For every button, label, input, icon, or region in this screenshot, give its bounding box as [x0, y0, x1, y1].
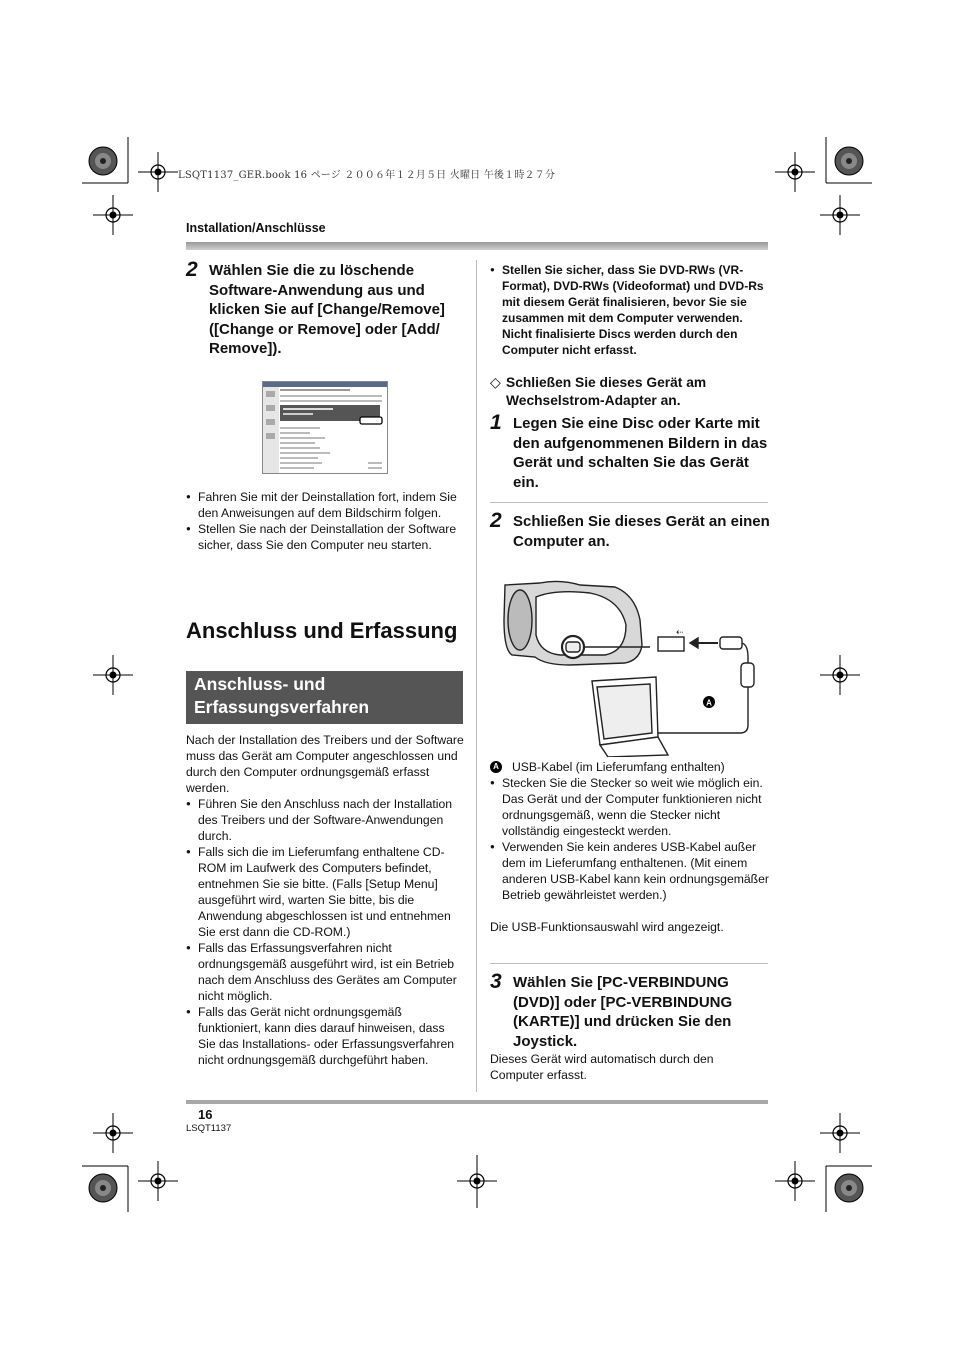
prerequisite-text: Schließen Sie dieses Gerät am Wechselstrom-Adapter an. — [506, 375, 707, 408]
file-header: LSQT1137_GER.book 16 ページ ２００６年１２月５日 火曜日 午後１時２７分 — [178, 170, 556, 181]
list-item: ● Stellen Sie sicher, dass Sie DVD-RWs (VR-Format), DVD-RWs (Videoformat) und DVD-Rs mit diesem Gerät finalisieren, bevor Sie sie zusammen mit dem Computer verwenden. Nicht finalisierte Discs werden durch den Computer nicht erfasst. — [490, 262, 768, 358]
divider — [490, 502, 768, 503]
right-step3-number: 3 — [490, 970, 502, 993]
final-paragraph: Dieses Gerät wird automatisch durch den Computer erfasst. — [490, 1052, 714, 1082]
usb-note: Die USB-Funktionsauswahl wird angezeigt. — [490, 920, 724, 934]
list-item: ● Fahren Sie mit der Deinstallation fort, indem Sie den Anweisungen auf dem Bildschirm folgen. — [186, 489, 464, 521]
callout-a-marker: A — [706, 698, 712, 708]
divider — [490, 963, 768, 964]
page-number: 16 — [198, 1107, 213, 1122]
banner-line-1: Anschluss- und — [194, 674, 326, 694]
right-step2-text: Schließen Sie dieses Gerät an einen Computer an. — [513, 513, 770, 550]
right-step2-number: 2 — [490, 509, 502, 532]
camera-usb-connection-illustration — [500, 575, 768, 757]
add-remove-programs-screenshot — [262, 381, 388, 474]
svg-text:⇠: ⇠ — [676, 628, 684, 638]
column-separator — [476, 260, 477, 1092]
callout-a-text: USB-Kabel (im Lieferumfang enthalten) — [512, 760, 725, 774]
right-step1-number: 1 — [490, 411, 502, 434]
intro-paragraph: Nach der Installation des Treibers und der Software muss das Gerät am Computer angeschlossen und durch den Computer ordnungsgemäß erfasst werden. — [186, 733, 464, 795]
list-item: ● Falls das Gerät nicht ordnungsgemäß funktioniert, kann dies darauf hinweisen, dass Sie das Installations- oder Erfassungsverfahren nicht ordnungsgemäß durchgeführt haben. — [186, 1004, 464, 1068]
left-step2-text: Wählen Sie die zu löschende Software-Anwendung aus und klicken Sie auf [Change/Remove] ([Change or Remove] oder [Add/ Remove]). — [209, 262, 445, 357]
section-title: Installation/Anschlüsse — [186, 221, 326, 235]
page-heading: Anschluss und Erfassung — [186, 618, 458, 643]
bottom-rule — [186, 1100, 768, 1104]
banner-line-2: Erfassungsverfahren — [194, 697, 370, 717]
left-step2-number: 2 — [186, 258, 198, 281]
list-item: ● Stellen Sie nach der Deinstallation der Software sicher, dass Sie den Computer neu starten. — [186, 521, 464, 553]
list-item: ● Falls sich die im Lieferumfang enthaltene CD-ROM im Laufwerk des Computers befindet, entnehmen Sie sie bitte. (Falls [Setup Menu] ausgeführt wird, warten Sie bitte, bis die Anwendung abgeschlossen ist und entnehmen Sie erst dann die CD-ROM.) — [186, 844, 464, 940]
page-code: LSQT1137 — [186, 1123, 232, 1134]
list-item: ● Stecken Sie die Stecker so weit wie möglich ein. Das Gerät und der Computer funktionieren nicht ordnungsgemäß, wenn die Stecker nicht vollständig eingesteckt werden. — [490, 775, 770, 839]
right-step3-text: Wählen Sie [PC-VERBINDUNG (DVD)] oder [PC-VERBINDUNG (KARTE)] und drücken Sie den Joystick. — [513, 974, 733, 1050]
right-step1-text: Legen Sie eine Disc oder Karte mit den aufgenommenen Bildern in das Gerät und schalten Sie das Gerät ein. — [513, 415, 768, 491]
top-rule — [186, 242, 768, 250]
list-item: ● Führen Sie den Anschluss nach der Installation des Treibers und der Software-Anwendungen durch. — [186, 796, 464, 844]
list-item: ● Falls das Erfassungsverfahren nicht ordnungsgemäß ausgeführt wird, ist ein Betrieb nach dem Anschluss des Gerätes am Computer nicht möglich. — [186, 940, 464, 1004]
subsection-banner — [186, 671, 463, 724]
list-item: ● Verwenden Sie kein anderes USB-Kabel außer dem im Lieferumfang enthaltenen. (Mit einem anderen USB-Kabel kann kein ordnungsgemäßer Betrieb gewährleistet werden.) — [490, 839, 770, 903]
diamond-icon: ◇ — [490, 375, 501, 390]
callout-a-badge: A — [490, 761, 502, 773]
